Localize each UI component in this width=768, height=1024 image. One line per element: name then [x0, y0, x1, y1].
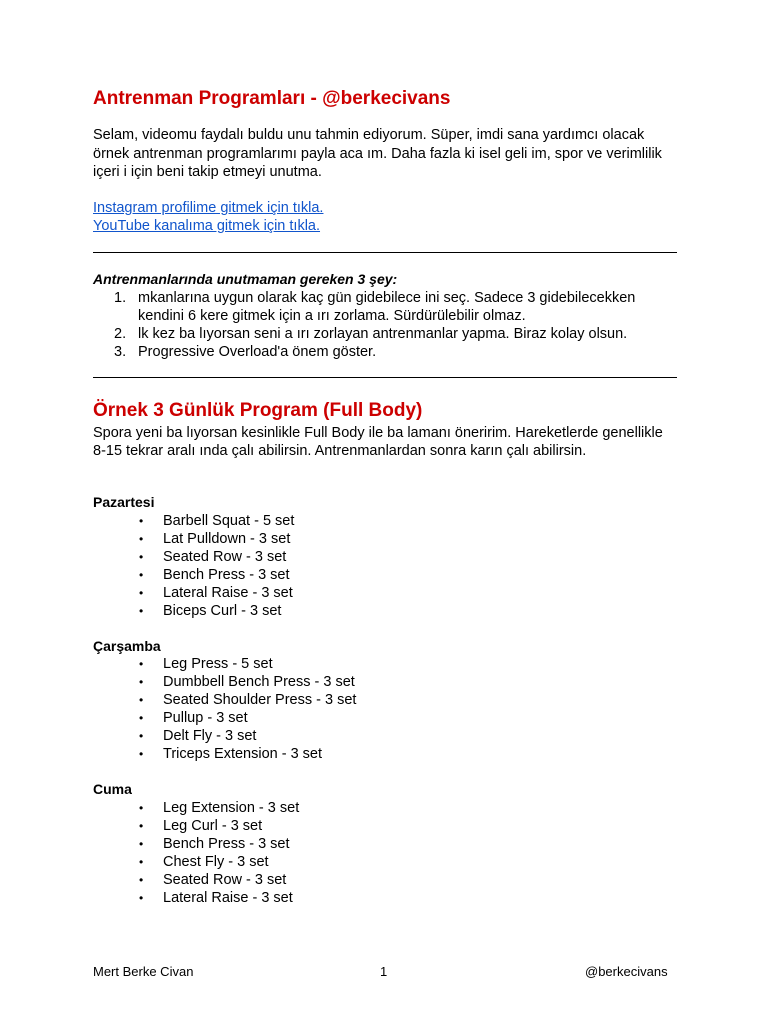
bullet-icon: •	[139, 693, 144, 707]
bullet-icon: •	[139, 675, 144, 689]
exercise-text: Seated Shoulder Press - 3 set	[163, 692, 357, 708]
exercise-item	[93, 602, 294, 620]
exercise-text: Triceps Extension - 3 set	[163, 746, 323, 762]
bullet-icon: •	[139, 604, 144, 618]
tip-item	[93, 343, 677, 361]
exercise-list	[93, 512, 294, 620]
exercise-text: Bench Press - 3 set	[163, 567, 290, 583]
exercise-list	[93, 799, 299, 907]
exercise-item	[93, 673, 356, 691]
exercise-text: Pullup - 3 set	[163, 710, 248, 726]
tip-item	[93, 325, 677, 343]
divider	[93, 377, 677, 378]
exercise-text: Lat Pulldown - 3 set	[163, 531, 291, 547]
bullet-icon: •	[139, 729, 144, 743]
exercise-text: Dumbbell Bench Press - 3 set	[163, 674, 355, 690]
document-title: Antrenman Programları - @berkecivans	[93, 88, 451, 109]
exercise-text: Lateral Raise - 3 set	[163, 585, 293, 601]
tip-text: Progressive Overload'a önem göster.	[138, 344, 377, 360]
exercise-item	[93, 584, 294, 602]
exercise-text: Leg Press - 5 set	[163, 656, 273, 672]
tips-heading: Antrenmanlarında unutmaman gereken 3 şey:	[93, 271, 398, 287]
tip-item	[93, 289, 677, 325]
exercise-text: Barbell Squat - 5 set	[163, 513, 295, 529]
bullet-icon: •	[139, 891, 144, 905]
tips-list	[93, 289, 677, 361]
bullet-icon: •	[139, 586, 144, 600]
bullet-icon: •	[139, 550, 144, 564]
bullet-icon: •	[139, 837, 144, 851]
exercise-item	[93, 548, 294, 566]
bullet-icon: •	[139, 657, 144, 671]
program-intro: Spora yeni ba lıyorsan kesinlikle Full Body ile ba lamanı öneririm. Hareketlerde genellikle 8-15 tekrar aralı ında çalı abilirsin. Antrenmanlardan sonra karın çalı abilirsin.	[93, 425, 663, 459]
exercise-item	[93, 566, 294, 584]
day-heading: Çarşamba	[93, 638, 161, 654]
exercise-item	[93, 799, 299, 817]
exercise-item	[93, 871, 299, 889]
exercise-list	[93, 655, 356, 763]
bullet-icon: •	[139, 514, 144, 528]
footer-page-number: 1	[380, 964, 388, 979]
bullet-icon: •	[139, 532, 144, 546]
exercise-text: Seated Row - 3 set	[163, 549, 287, 565]
exercise-item	[93, 745, 356, 763]
bullet-icon: •	[139, 801, 144, 815]
exercise-text: Seated Row - 3 set	[163, 872, 287, 888]
exercise-item	[93, 727, 356, 745]
tip-text: mkanlarına uygun olarak kaç gün gidebilece ini seç. Sadece 3 gidebilecekken kendini 6 kere gitmek için a ırı zorlama. Sürdürülebilir olmaz.	[138, 290, 636, 324]
program-title: Örnek 3 Günlük Program (Full Body)	[93, 400, 423, 421]
exercise-text: Delt Fly - 3 set	[163, 728, 257, 744]
tip-text: lk kez ba lıyorsan seni a ırı zorlayan antrenmanlar yapma. Biraz kolay olsun.	[138, 326, 628, 342]
intro-paragraph: Selam, videomu faydalı buldu unu tahmin ediyorum. Süper, imdi sana yardımcı olacak örnek antrenman programlarımı payla aca ım. Daha fazla ki isel geli im, spor ve verimlilik içeri i için beni takip etmeyi unutma.	[93, 127, 662, 180]
footer-author: Mert Berke Civan	[93, 964, 194, 979]
exercise-item	[93, 691, 356, 709]
footer-handle: @berkecivans	[585, 964, 668, 979]
social-links	[93, 199, 323, 235]
exercise-item	[93, 655, 356, 673]
exercise-item	[93, 817, 299, 835]
bullet-icon: •	[139, 747, 144, 761]
tip-number: 3.	[114, 344, 127, 360]
exercise-item	[93, 835, 299, 853]
exercise-text: Lateral Raise - 3 set	[163, 890, 293, 906]
exercise-text: Biceps Curl - 3 set	[163, 603, 282, 619]
exercise-text: Chest Fly - 3 set	[163, 854, 269, 870]
bullet-icon: •	[139, 711, 144, 725]
exercise-text: Leg Curl - 3 set	[163, 818, 263, 834]
youtube-link[interactable]: YouTube kanalıma gitmek için tıkla.	[93, 218, 321, 234]
bullet-icon: •	[139, 855, 144, 869]
exercise-item	[93, 853, 299, 871]
day-heading: Pazartesi	[93, 494, 155, 510]
exercise-item	[93, 889, 299, 907]
bullet-icon: •	[139, 819, 144, 833]
tip-number: 2.	[114, 326, 127, 342]
day-heading: Cuma	[93, 781, 132, 797]
divider	[93, 252, 677, 253]
exercise-item	[93, 709, 356, 727]
exercise-text: Leg Extension - 3 set	[163, 800, 300, 816]
bullet-icon: •	[139, 568, 144, 582]
instagram-link[interactable]: Instagram profilime gitmek için tıkla.	[93, 200, 324, 216]
tip-number: 1.	[114, 290, 127, 306]
exercise-text: Bench Press - 3 set	[163, 836, 290, 852]
exercise-item	[93, 530, 294, 548]
exercise-item	[93, 512, 294, 530]
bullet-icon: •	[139, 873, 144, 887]
